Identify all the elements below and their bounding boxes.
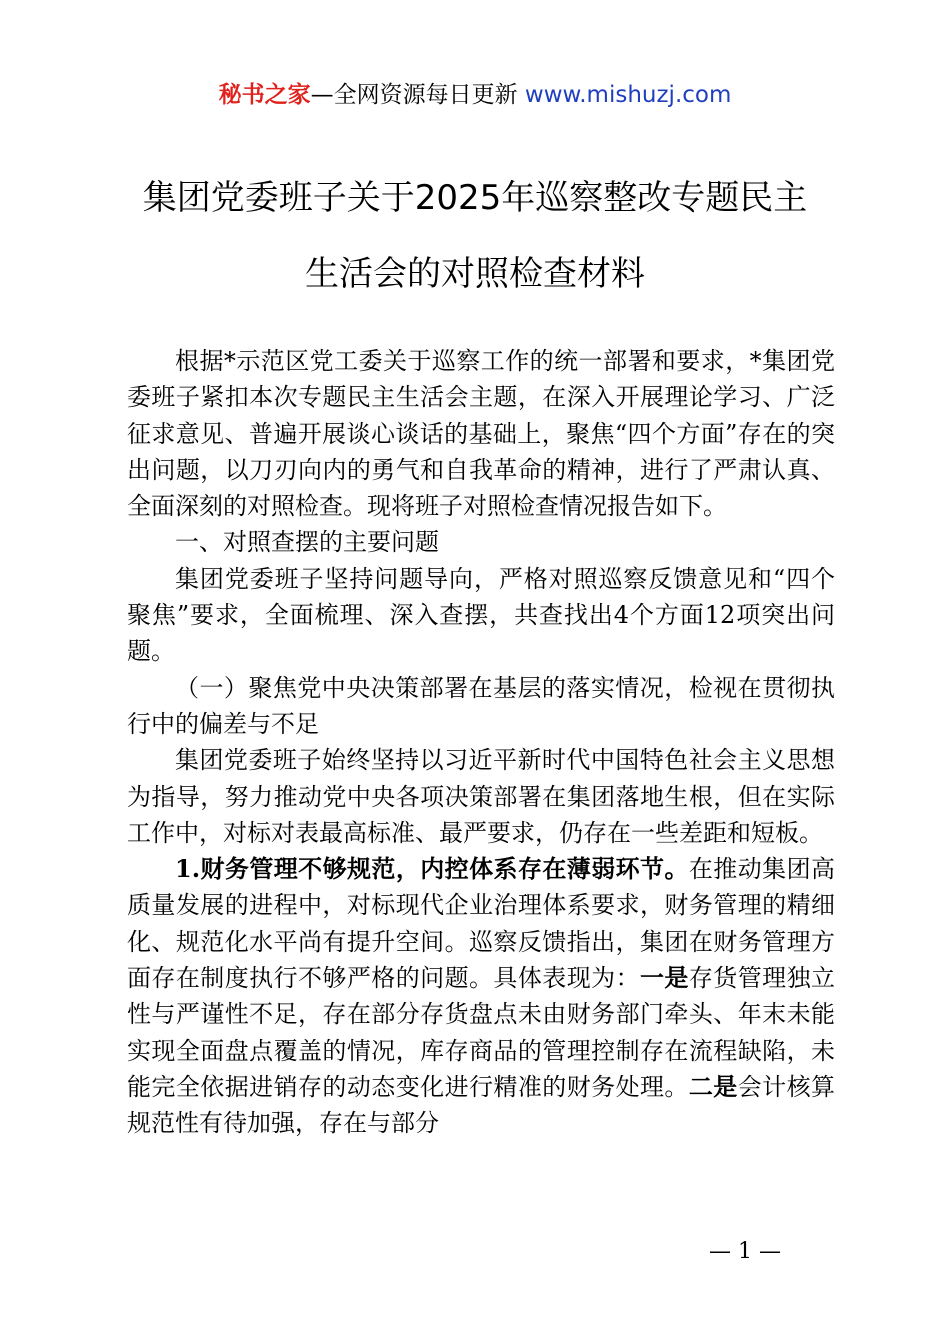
document-body — [127, 343, 835, 1142]
point-1-label: 一是 — [640, 963, 689, 993]
document-title — [0, 160, 950, 312]
title-line-2: 生活会的对照检查材料 — [305, 254, 645, 294]
title-line-1: 集团党委班子关于2025年巡察整改专题民主 — [142, 178, 808, 218]
subsection-heading-1: （一）聚焦党中央决策部署在基层的落实情况，检视在贯彻执行中的偏差与不足 — [127, 673, 835, 738]
site-url-link[interactable]: www.mishuzj.com — [517, 82, 732, 108]
point-2-label: 二是 — [688, 1071, 738, 1101]
section-heading-1: 一、对照查摆的主要问题 — [175, 528, 439, 557]
site-header — [0, 78, 950, 112]
issue-1-paragraph — [127, 851, 835, 1141]
intro-paragraph: 根据*示范区党工委关于巡察工作的统一部署和要求，*集团党委班子紧扣本次专题民主生活会主题，在深入开展理论学习、广泛征求意见、普遍开展谈心谈话的基础上，聚焦“四个方面”存在的突出问题，以刀刃向内的勇气和自我革命的精神，进行了严肃认真、全面深刻的对照检查。现将班子对照检查情况报告如下。 — [127, 347, 835, 521]
subsection-intro-paragraph: 集团党委班子始终坚持以习近平新时代中国特色社会主义思想为指导，努力推动党中央各项决策部署在集团落地生根，但在实际工作中，对标对表最高标准、最严要求，仍存在一些差距和短板。 — [127, 746, 835, 847]
problems-summary-paragraph: 集团党委班子坚持问题导向，严格对照巡察反馈意见和“四个聚焦”要求，全面梳理、深入查摆，共查找出4个方面12项突出问题。 — [127, 564, 835, 666]
issue-1-heading: 1.财务管理不够规范，内控体系存在薄弱环节。 — [175, 854, 689, 884]
point-1-text: 存货管理独立性与严谨性不足，存在部分存货盘点未由财务部门牵头、年末未能实现全面盘点覆盖的情况，库存商品的管理控制存在流程缺陷，未能完全依据进销存的动态变化进行精准的财务处理。 — [127, 964, 836, 1101]
brand-name: 秘书之家 — [218, 82, 311, 108]
issue-1-text: 在推动集团高质量发展的进程中，对标现代企业治理体系要求，财务管理的精细化、规范化水平尚有提升空间。巡察反馈指出，集团在财务管理方面存在制度执行不够严格的问题。具体表现为： — [127, 855, 835, 993]
header-tagline: —全网资源每日更新 — [310, 82, 518, 108]
point-2-text: 会计核算规范性有待加强，存在与部分 — [127, 1072, 836, 1138]
page-number: — 1 — — [709, 1239, 781, 1264]
